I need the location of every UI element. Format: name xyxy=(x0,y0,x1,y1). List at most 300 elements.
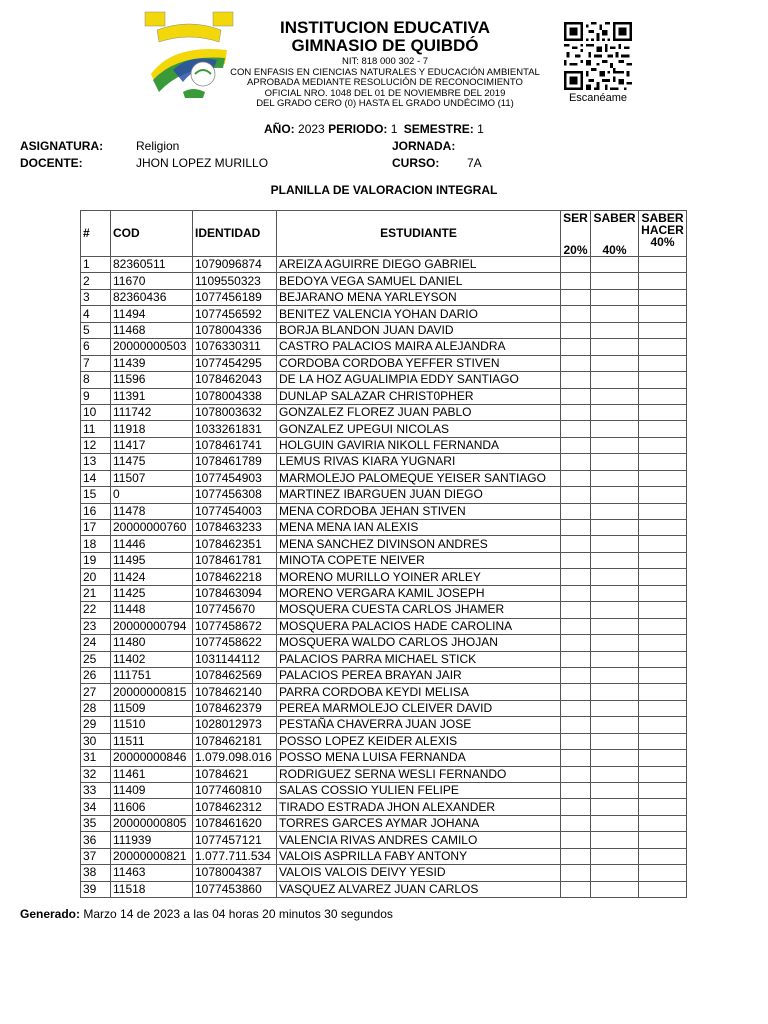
table-row xyxy=(81,585,687,601)
row-cod: 11494 xyxy=(111,306,193,322)
grade-saber-hacer-cell[interactable] xyxy=(639,815,687,831)
grade-saber-hacer-cell[interactable] xyxy=(639,289,687,305)
grade-ser-cell[interactable] xyxy=(561,651,591,667)
grade-saber-cell[interactable] xyxy=(591,306,639,322)
grade-ser-cell[interactable] xyxy=(561,667,591,683)
grade-ser-cell[interactable] xyxy=(561,289,591,305)
row-identidad: 1078004338 xyxy=(193,388,277,404)
row-identidad: 1078462043 xyxy=(193,372,277,388)
row-num: 13 xyxy=(81,454,111,470)
grade-ser-cell[interactable] xyxy=(561,733,591,749)
row-cod: 111939 xyxy=(111,832,193,848)
grade-ser-cell[interactable] xyxy=(561,602,591,618)
table-row xyxy=(81,437,687,453)
row-identidad: 1077454003 xyxy=(193,503,277,519)
row-estudiante: DUNLAP SALAZAR CHRIST0PHER xyxy=(277,388,561,404)
generated-line xyxy=(20,907,393,921)
grade-ser-cell[interactable] xyxy=(561,783,591,799)
row-identidad: 10784621 xyxy=(193,766,277,782)
grade-saber-cell[interactable] xyxy=(591,815,639,831)
grade-saber-cell[interactable] xyxy=(591,404,639,420)
period-line xyxy=(264,122,484,136)
periodo-value: 1 xyxy=(390,122,398,136)
row-estudiante: BORJA BLANDON JUAN DAVID xyxy=(277,322,561,338)
table-row xyxy=(81,421,687,437)
grade-ser-cell[interactable] xyxy=(561,437,591,453)
row-estudiante: VALOIS ASPRILLA FABY ANTONY xyxy=(277,848,561,864)
grade-ser-cell[interactable] xyxy=(561,503,591,519)
grade-saber-cell[interactable] xyxy=(591,470,639,486)
row-estudiante: MORENO VERGARA KAMIL JOSEPH xyxy=(277,585,561,601)
grade-saber-hacer-cell[interactable] xyxy=(639,487,687,503)
generated-label: Generado: xyxy=(20,907,81,921)
grade-saber-cell[interactable] xyxy=(591,520,639,536)
table-row xyxy=(81,470,687,486)
row-cod: 0 xyxy=(111,487,193,503)
row-estudiante: MINOTA COPETE NEIVER xyxy=(277,552,561,568)
grade-ser-cell[interactable] xyxy=(561,454,591,470)
row-estudiante: CASTRO PALACIOS MAIRA ALEJANDRA xyxy=(277,339,561,355)
row-identidad: 1076330311 xyxy=(193,339,277,355)
grade-ser-cell[interactable] xyxy=(561,552,591,568)
grade-saber-hacer-cell[interactable] xyxy=(639,454,687,470)
grade-saber-hacer-cell[interactable] xyxy=(639,651,687,667)
row-cod: 11510 xyxy=(111,717,193,733)
grade-saber-hacer-cell[interactable] xyxy=(639,766,687,782)
grade-ser-cell[interactable] xyxy=(561,257,591,273)
col-identidad-header: IDENTIDAD xyxy=(193,211,277,257)
semestre-label: SEMESTRE: xyxy=(403,122,474,136)
grade-saber-hacer-cell[interactable] xyxy=(639,783,687,799)
grade-saber-hacer-cell[interactable] xyxy=(639,552,687,568)
row-cod: 11409 xyxy=(111,783,193,799)
row-num: 32 xyxy=(81,766,111,782)
row-estudiante: MOSQUERA CUESTA CARLOS JHAMER xyxy=(277,602,561,618)
grade-saber-hacer-cell[interactable] xyxy=(639,585,687,601)
row-identidad: 1077454903 xyxy=(193,470,277,486)
grade-saber-hacer-cell[interactable] xyxy=(639,339,687,355)
grade-saber-cell[interactable] xyxy=(591,355,639,371)
row-cod: 11391 xyxy=(111,388,193,404)
row-identidad: 1077456592 xyxy=(193,306,277,322)
grade-saber-hacer-cell[interactable] xyxy=(639,700,687,716)
grade-ser-cell[interactable] xyxy=(561,487,591,503)
grade-saber-cell[interactable] xyxy=(591,700,639,716)
table-row xyxy=(81,684,687,700)
row-num: 24 xyxy=(81,635,111,651)
row-estudiante: GONZALEZ UPEGUI NICOLAS xyxy=(277,421,561,437)
grade-saber-hacer-cell[interactable] xyxy=(639,421,687,437)
col-saber-header: SABER 40% xyxy=(591,211,639,257)
table-row xyxy=(81,766,687,782)
row-cod: 11448 xyxy=(111,602,193,618)
grade-saber-hacer-cell[interactable] xyxy=(639,667,687,683)
grade-saber-cell[interactable] xyxy=(591,273,639,289)
grade-saber-cell[interactable] xyxy=(591,750,639,766)
row-identidad: 1078004387 xyxy=(193,865,277,881)
row-cod: 11509 xyxy=(111,700,193,716)
grade-saber-hacer-cell[interactable] xyxy=(639,322,687,338)
row-num: 19 xyxy=(81,552,111,568)
grade-saber-cell[interactable] xyxy=(591,454,639,470)
grade-ser-cell[interactable] xyxy=(561,865,591,881)
row-estudiante: VALENCIA RIVAS ANDRES CAMILO xyxy=(277,832,561,848)
grade-saber-cell[interactable] xyxy=(591,618,639,634)
row-num: 38 xyxy=(81,865,111,881)
table-row xyxy=(81,388,687,404)
institution-name: INSTITUCION EDUCATIVA xyxy=(280,18,490,37)
grade-ser-cell[interactable] xyxy=(561,569,591,585)
row-estudiante: CORDOBA CORDOBA YEFFER STIVEN xyxy=(277,355,561,371)
table-row xyxy=(81,289,687,305)
row-estudiante: MORENO MURILLO YOINER ARLEY xyxy=(277,569,561,585)
row-num: 34 xyxy=(81,799,111,815)
row-cod: 11495 xyxy=(111,552,193,568)
row-num: 20 xyxy=(81,569,111,585)
grade-ser-cell[interactable] xyxy=(561,848,591,864)
grade-saber-cell[interactable] xyxy=(591,536,639,552)
row-estudiante: PARRA CORDOBA KEYDI MELISA xyxy=(277,684,561,700)
grade-saber-cell[interactable] xyxy=(591,388,639,404)
row-num: 30 xyxy=(81,733,111,749)
row-identidad: 1077456308 xyxy=(193,487,277,503)
row-estudiante: PESTAÑA CHAVERRA JUAN JOSE xyxy=(277,717,561,733)
row-num: 8 xyxy=(81,372,111,388)
row-identidad: 1077458672 xyxy=(193,618,277,634)
row-num: 33 xyxy=(81,783,111,799)
grade-saber-cell[interactable] xyxy=(591,651,639,667)
grade-saber-hacer-cell[interactable] xyxy=(639,618,687,634)
row-identidad: 1078461620 xyxy=(193,815,277,831)
grade-saber-hacer-cell[interactable] xyxy=(639,602,687,618)
row-num: 21 xyxy=(81,585,111,601)
generated-text: Marzo 14 de 2023 a las 04 horas 20 minutos 30 segundos xyxy=(83,907,393,921)
row-cod: 11475 xyxy=(111,454,193,470)
nit-text: NIT: 818 000 302 - 7 xyxy=(341,56,429,67)
grade-saber-hacer-cell[interactable] xyxy=(639,635,687,651)
grade-ser-cell[interactable] xyxy=(561,717,591,733)
row-cod: 11425 xyxy=(111,585,193,601)
grade-ser-cell[interactable] xyxy=(561,520,591,536)
row-cod: 20000000805 xyxy=(111,815,193,831)
grade-saber-hacer-cell[interactable] xyxy=(639,865,687,881)
grade-ser-cell[interactable] xyxy=(561,585,591,601)
grade-ser-cell[interactable] xyxy=(561,355,591,371)
row-num: 26 xyxy=(81,667,111,683)
grade-ser-cell[interactable] xyxy=(561,372,591,388)
grade-saber-hacer-cell[interactable] xyxy=(639,388,687,404)
grade-saber-hacer-cell[interactable] xyxy=(639,372,687,388)
table-row xyxy=(81,454,687,470)
row-num: 5 xyxy=(81,322,111,338)
table-row xyxy=(81,783,687,799)
row-estudiante: MARMOLEJO PALOMEQUE YEISER SANTIAGO xyxy=(277,470,561,486)
row-identidad: 1078463094 xyxy=(193,585,277,601)
grade-saber-hacer-cell[interactable] xyxy=(639,503,687,519)
grade-saber-hacer-cell[interactable] xyxy=(639,733,687,749)
table-row xyxy=(81,799,687,815)
grade-saber-hacer-cell[interactable] xyxy=(639,306,687,322)
grade-saber-cell[interactable] xyxy=(591,881,639,897)
grade-saber-cell[interactable] xyxy=(591,717,639,733)
row-cod: 11463 xyxy=(111,865,193,881)
grade-saber-hacer-cell[interactable] xyxy=(639,799,687,815)
grade-saber-hacer-cell[interactable] xyxy=(639,437,687,453)
grade-saber-cell[interactable] xyxy=(591,372,639,388)
row-num: 6 xyxy=(81,339,111,355)
anio-value: 2023 xyxy=(298,122,325,136)
row-cod: 11670 xyxy=(111,273,193,289)
grades-table xyxy=(80,210,687,898)
col-saber-hacer-header: SABER HACER 40% xyxy=(639,211,687,257)
grade-ser-cell[interactable] xyxy=(561,339,591,355)
row-cod: 82360436 xyxy=(111,289,193,305)
grade-ser-cell[interactable] xyxy=(561,766,591,782)
grade-saber-hacer-cell[interactable] xyxy=(639,881,687,897)
table-row xyxy=(81,520,687,536)
anio-label: AÑO: xyxy=(264,122,295,136)
table-row xyxy=(81,733,687,749)
grade-saber-hacer-cell[interactable] xyxy=(639,569,687,585)
row-num: 35 xyxy=(81,815,111,831)
table-row xyxy=(81,848,687,864)
grade-saber-hacer-cell[interactable] xyxy=(639,273,687,289)
grade-ser-cell[interactable] xyxy=(561,536,591,552)
row-estudiante: SALAS COSSIO YULIEN FELIPE xyxy=(277,783,561,799)
grade-saber-cell[interactable] xyxy=(591,552,639,568)
row-cod: 20000000815 xyxy=(111,684,193,700)
row-estudiante: AREIZA AGUIRRE DIEGO GABRIEL xyxy=(277,257,561,273)
row-identidad: 1078004336 xyxy=(193,322,277,338)
row-identidad: 1078462140 xyxy=(193,684,277,700)
grade-ser-cell[interactable] xyxy=(561,470,591,486)
table-row xyxy=(81,832,687,848)
row-num: 12 xyxy=(81,437,111,453)
row-num: 1 xyxy=(81,257,111,273)
grade-ser-cell[interactable] xyxy=(561,700,591,716)
row-cod: 11518 xyxy=(111,881,193,897)
grade-ser-cell[interactable] xyxy=(561,635,591,651)
grade-ser-cell[interactable] xyxy=(561,404,591,420)
row-cod: 20000000821 xyxy=(111,848,193,864)
curso-label: CURSO: xyxy=(392,156,440,170)
grade-saber-cell[interactable] xyxy=(591,684,639,700)
grade-ser-cell[interactable] xyxy=(561,306,591,322)
table-row xyxy=(81,552,687,568)
grade-saber-cell[interactable] xyxy=(591,602,639,618)
institution-name-line2: GIMNASIO DE QUIBDÓ xyxy=(291,36,479,55)
row-cod: 11439 xyxy=(111,355,193,371)
grade-saber-cell[interactable] xyxy=(591,865,639,881)
col-cod-header: COD xyxy=(111,211,193,257)
row-cod: 20000000503 xyxy=(111,339,193,355)
row-estudiante: TIRADO ESTRADA JHON ALEXANDER xyxy=(277,799,561,815)
qr-label: Escanéame xyxy=(568,92,628,104)
grade-saber-cell[interactable] xyxy=(591,766,639,782)
grade-saber-hacer-cell[interactable] xyxy=(639,470,687,486)
row-cod: 11402 xyxy=(111,651,193,667)
row-cod: 111751 xyxy=(111,667,193,683)
row-num: 14 xyxy=(81,470,111,486)
grade-saber-cell[interactable] xyxy=(591,733,639,749)
col-estudiante-header: ESTUDIANTE xyxy=(277,211,561,257)
table-row xyxy=(81,881,687,897)
table-row xyxy=(81,355,687,371)
table-row xyxy=(81,306,687,322)
row-estudiante: MENA MENA IAN ALEXIS xyxy=(277,520,561,536)
row-identidad: 1078461781 xyxy=(193,552,277,568)
row-cod: 20000000794 xyxy=(111,618,193,634)
row-identidad: 1077454295 xyxy=(193,355,277,371)
header-line-4: DEL GRADO CERO (0) HASTA EL GRADO UNDÉCIMO (11) xyxy=(256,98,514,109)
row-identidad: 1031144112 xyxy=(193,651,277,667)
grade-saber-cell[interactable] xyxy=(591,339,639,355)
planilla-title: PLANILLA DE VALORACION INTEGRAL xyxy=(270,183,498,197)
row-estudiante: BEJARANO MENA YARLEYSON xyxy=(277,289,561,305)
row-identidad: 1077458622 xyxy=(193,635,277,651)
row-identidad: 1077453860 xyxy=(193,881,277,897)
table-row xyxy=(81,700,687,716)
table-row xyxy=(81,667,687,683)
asignatura-value: Religion xyxy=(136,139,180,153)
row-estudiante: MENA CORDOBA JEHAN STIVEN xyxy=(277,503,561,519)
grade-saber-cell[interactable] xyxy=(591,799,639,815)
periodo-label: PERIODO: xyxy=(328,122,388,136)
grade-saber-cell[interactable] xyxy=(591,783,639,799)
row-cod: 11446 xyxy=(111,536,193,552)
col-num-header: # xyxy=(81,211,111,257)
grade-ser-cell[interactable] xyxy=(561,273,591,289)
grade-saber-hacer-cell[interactable] xyxy=(639,355,687,371)
grade-saber-hacer-cell[interactable] xyxy=(639,848,687,864)
grade-saber-cell[interactable] xyxy=(591,503,639,519)
row-identidad: 1078462312 xyxy=(193,799,277,815)
grade-saber-hacer-cell[interactable] xyxy=(639,536,687,552)
col-ser-header: SER 20% xyxy=(561,211,591,257)
table-row xyxy=(81,503,687,519)
row-estudiante: POSSO LOPEZ KEIDER ALEXIS xyxy=(277,733,561,749)
grade-saber-hacer-cell[interactable] xyxy=(639,750,687,766)
row-identidad: 1077457121 xyxy=(193,832,277,848)
grade-ser-cell[interactable] xyxy=(561,815,591,831)
row-cod: 82360511 xyxy=(111,257,193,273)
row-num: 17 xyxy=(81,520,111,536)
row-estudiante: TORRES GARCES AYMAR JOHANA xyxy=(277,815,561,831)
grade-ser-cell[interactable] xyxy=(561,799,591,815)
row-estudiante: PALACIOS PEREA BRAYAN JAIR xyxy=(277,667,561,683)
grade-saber-cell[interactable] xyxy=(591,322,639,338)
grade-saber-cell[interactable] xyxy=(591,569,639,585)
table-row xyxy=(81,339,687,355)
row-cod: 11478 xyxy=(111,503,193,519)
table-header-row xyxy=(81,211,687,257)
grade-ser-cell[interactable] xyxy=(561,618,591,634)
table-row xyxy=(81,602,687,618)
grade-saber-cell[interactable] xyxy=(591,257,639,273)
table-row xyxy=(81,865,687,881)
row-identidad: 1078461789 xyxy=(193,454,277,470)
grade-saber-hacer-cell[interactable] xyxy=(639,832,687,848)
grade-ser-cell[interactable] xyxy=(561,832,591,848)
grade-saber-cell[interactable] xyxy=(591,667,639,683)
row-num: 18 xyxy=(81,536,111,552)
row-num: 22 xyxy=(81,602,111,618)
row-estudiante: VALOIS VALOIS DEIVY YESID xyxy=(277,865,561,881)
table-row xyxy=(81,404,687,420)
grade-ser-cell[interactable] xyxy=(561,421,591,437)
row-num: 2 xyxy=(81,273,111,289)
grade-saber-cell[interactable] xyxy=(591,289,639,305)
row-identidad: 1079096874 xyxy=(193,257,277,273)
row-estudiante: BEDOYA VEGA SAMUEL DANIEL xyxy=(277,273,561,289)
grade-saber-cell[interactable] xyxy=(591,437,639,453)
row-identidad: 1078462379 xyxy=(193,700,277,716)
grade-ser-cell[interactable] xyxy=(561,684,591,700)
row-identidad: 1.079.098.016 xyxy=(193,750,277,766)
row-estudiante: GONZALEZ FLOREZ JUAN PABLO xyxy=(277,404,561,420)
row-cod: 11417 xyxy=(111,437,193,453)
qr-code[interactable] xyxy=(564,22,632,90)
grade-saber-cell[interactable] xyxy=(591,421,639,437)
row-cod: 20000000760 xyxy=(111,520,193,536)
header-line-2: APROBADA MEDIANTE RESOLUCIÓN DE RECONOCIMIENTO xyxy=(247,77,523,88)
row-cod: 11480 xyxy=(111,635,193,651)
grade-saber-cell[interactable] xyxy=(591,832,639,848)
row-cod: 11596 xyxy=(111,372,193,388)
grade-saber-cell[interactable] xyxy=(591,585,639,601)
row-cod: 11918 xyxy=(111,421,193,437)
grade-saber-hacer-cell[interactable] xyxy=(639,520,687,536)
row-estudiante: BENITEZ VALENCIA YOHAN DARIO xyxy=(277,306,561,322)
table-row xyxy=(81,815,687,831)
row-identidad: 1078462569 xyxy=(193,667,277,683)
row-cod: 11424 xyxy=(111,569,193,585)
row-num: 16 xyxy=(81,503,111,519)
row-estudiante: VASQUEZ ALVAREZ JUAN CARLOS xyxy=(277,881,561,897)
table-row xyxy=(81,273,687,289)
row-num: 10 xyxy=(81,404,111,420)
row-estudiante: PEREA MARMOLEJO CLEIVER DAVID xyxy=(277,700,561,716)
grade-saber-hacer-cell[interactable] xyxy=(639,404,687,420)
table-row xyxy=(81,372,687,388)
grade-saber-hacer-cell[interactable] xyxy=(639,257,687,273)
row-identidad: 1077456189 xyxy=(193,289,277,305)
grade-saber-hacer-cell[interactable] xyxy=(639,684,687,700)
grade-ser-cell[interactable] xyxy=(561,388,591,404)
grade-ser-cell[interactable] xyxy=(561,881,591,897)
row-num: 4 xyxy=(81,306,111,322)
grade-saber-cell[interactable] xyxy=(591,635,639,651)
docente-value: JHON LOPEZ MURILLO xyxy=(136,156,269,170)
row-num: 31 xyxy=(81,750,111,766)
table-row xyxy=(81,717,687,733)
grade-ser-cell[interactable] xyxy=(561,750,591,766)
row-estudiante: MARTINEZ IBARGUEN JUAN DIEGO xyxy=(277,487,561,503)
table-row xyxy=(81,322,687,338)
row-num: 28 xyxy=(81,700,111,716)
row-identidad: 1077460810 xyxy=(193,783,277,799)
row-cod: 11511 xyxy=(111,733,193,749)
row-num: 23 xyxy=(81,618,111,634)
table-row xyxy=(81,635,687,651)
row-num: 29 xyxy=(81,717,111,733)
grade-saber-hacer-cell[interactable] xyxy=(639,717,687,733)
row-cod: 11468 xyxy=(111,322,193,338)
grade-ser-cell[interactable] xyxy=(561,322,591,338)
grade-saber-cell[interactable] xyxy=(591,848,639,864)
table-row xyxy=(81,651,687,667)
grade-saber-cell[interactable] xyxy=(591,487,639,503)
